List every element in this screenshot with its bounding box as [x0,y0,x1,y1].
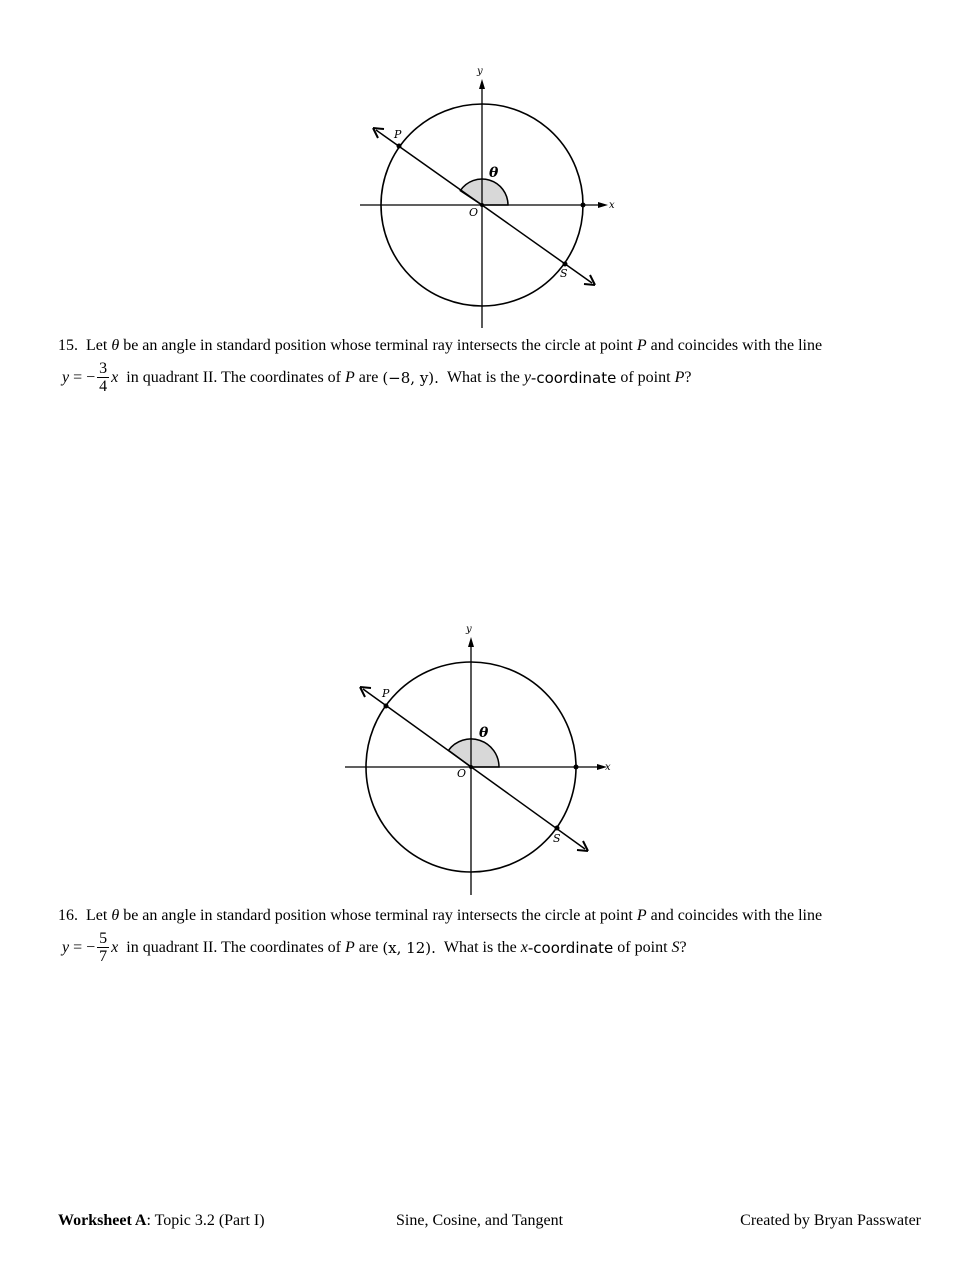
y-axis-label: y [466,624,472,635]
unit-circle-diagram-16 [325,615,625,900]
opposite-ray-arrow [584,275,595,285]
point-p-label: P [382,687,390,700]
question-number: 15. [58,337,78,354]
point-s-label: S [553,832,561,845]
terminal-ray-arrow [360,687,371,697]
point-s-dot [563,262,568,267]
question-16 [58,906,938,965]
unit-circle-diagram-15 [340,55,640,340]
point-s-dot [555,826,560,831]
line-equation: y = − $\frac{3}{4}$ x [62,360,119,395]
theta-symbol: θ [111,337,120,354]
x-axis-label: x [609,200,615,211]
question-15-line-2: y = − $\frac{3}{4}$ x in quadrant II. The coordinates of P are (−8, y). What is the y -coordinate of point P ? [62,360,692,395]
question-15-line-1: 15. Let θ be an angle in standard position whose terminal ray intersects the circle at point P and coincides with the line [58,337,823,354]
coordinates: (−8, y). [382,368,439,387]
slope-fraction: $\frac{5}{7}$ [99,930,108,965]
origin-dot [469,765,473,769]
origin-label: O [457,767,467,780]
question-15 [58,336,938,395]
angle-theta-sector [449,739,500,767]
angle-theta-sector [460,179,508,205]
opposite-ray-arrow [577,841,588,851]
theta-label: θ [479,725,489,741]
question-16-line-2: y = − $\frac{5}{7}$ x in quadrant II. The coordinates of P are (x, 12). What is the x -coordinate of point S ? [62,930,687,965]
terminal-line [376,130,592,283]
y-axis-label: y [477,66,483,77]
footer-topic: Sine, Cosine, and Tangent [396,1212,564,1229]
terminal-line [363,689,585,849]
origin-dot [480,203,484,207]
y-axis-arrow [479,79,485,89]
slope-fraction: $\frac{3}{4}$ [99,360,108,395]
x-intercept-dot [574,765,579,770]
theta-symbol: θ [111,907,120,924]
origin-label: O [469,206,479,219]
coordinates: (x, 12). [382,938,436,957]
point-p-label: P [394,128,402,141]
terminal-ray-arrow [373,128,384,138]
line-equation: y = − $\frac{5}{7}$ x [62,930,119,965]
point-p-dot [384,704,389,709]
y-axis-arrow [468,637,474,647]
point-p-dot [397,144,402,149]
question-16-line-1: 16. Let θ be an angle in standard position whose terminal ray intersects the circle at point P and coincides with the line [58,907,823,924]
footer-worksheet: Worksheet A: Topic 3.2 (Part I) [58,1212,265,1229]
footer-author: Created by Bryan Passwater [740,1212,921,1229]
point-s-label: S [560,267,568,280]
theta-label: θ [489,165,499,181]
x-intercept-dot [581,203,586,208]
x-axis-label: x [605,762,611,773]
x-axis-arrow [598,202,608,208]
question-number: 16. [58,907,78,924]
